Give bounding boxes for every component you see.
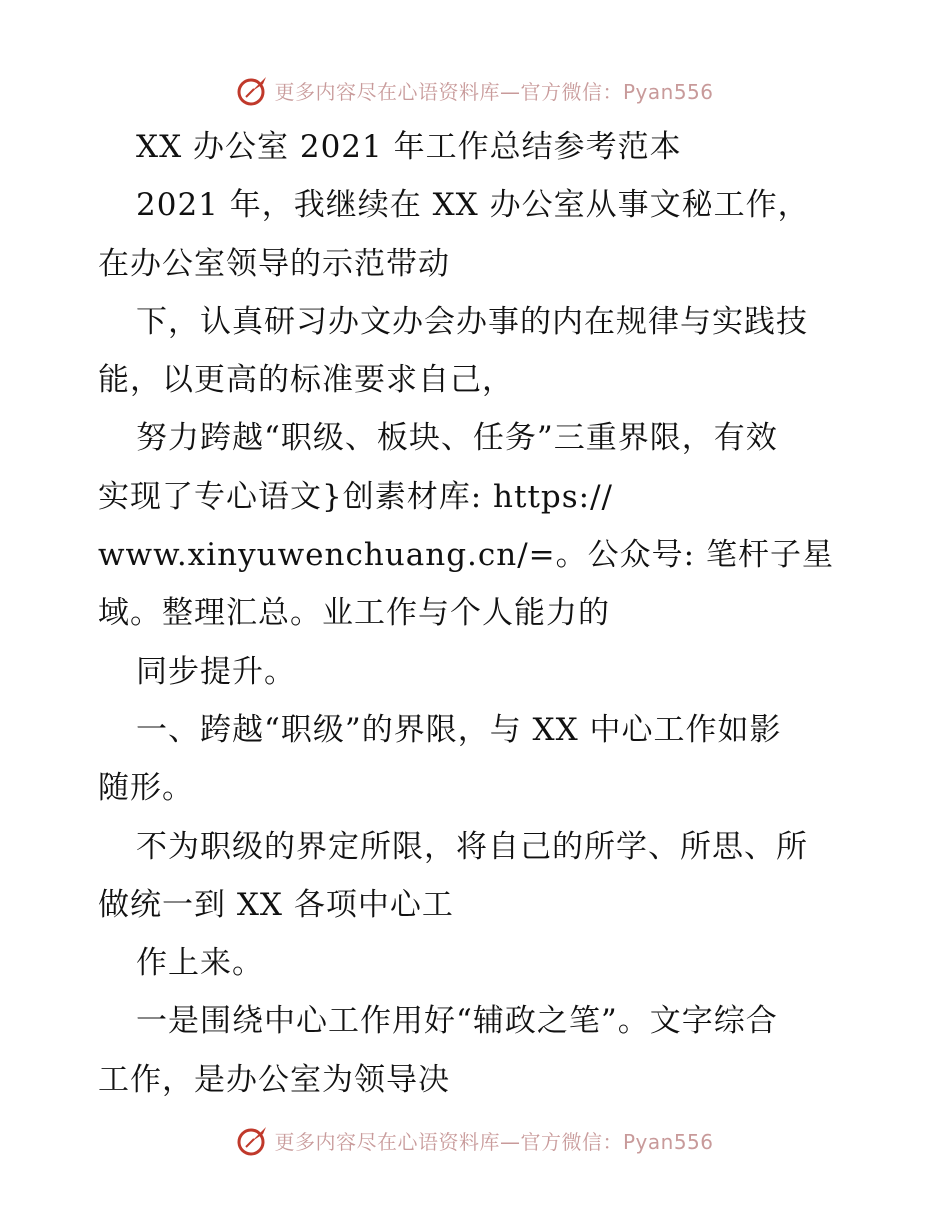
header-banner-account: Pyan556 — [622, 79, 714, 104]
text-line: 下，认真研习办文办会办事的内在规律与实践技 — [136, 303, 808, 340]
header-banner-main: 更多内容尽在心语资料库 — [274, 79, 500, 104]
text-line: www.xinyuwenchuang.cn/=。公众号: 笔杆子星 — [98, 537, 834, 574]
text-line: 随形。 — [98, 770, 194, 807]
text-line: 在办公室领导的示范带动 — [98, 245, 450, 282]
text-line: XX 办公室 2021 年工作总结参考范本 — [136, 129, 682, 165]
quill-logo-icon — [236, 73, 270, 107]
footer-banner — [0, 1118, 950, 1162]
document-body — [98, 118, 858, 1109]
header-banner-suffix: 官方微信： — [520, 79, 623, 104]
text-line: 作上来。 — [136, 945, 264, 982]
text-line: 努力跨越“职级、板块、任务”三重界限，有效 — [136, 420, 778, 457]
quill-logo-icon — [236, 1123, 270, 1157]
footer-banner-main: 更多内容尽在心语资料库 — [274, 1129, 500, 1154]
text-line: 2021 年，我继续在 XX 办公室从事文秘工作， — [136, 187, 810, 224]
text-line: 一是围绕中心工作用好“辅政之笔”。文字综合 — [136, 1003, 778, 1040]
text-line: 工作，是办公室为领导决 — [98, 1061, 450, 1098]
header-banner-text — [274, 76, 713, 105]
footer-banner-suffix: 官方微信： — [520, 1129, 623, 1154]
text-line: 能，以更高的标准要求自己， — [98, 362, 514, 399]
footer-banner-text — [274, 1126, 713, 1155]
text-line: 域。整理汇总。业工作与个人能力的 — [98, 595, 610, 632]
header-banner — [0, 68, 950, 112]
text-line: 同步提升。 — [136, 653, 296, 690]
header-banner-separator: — — [499, 79, 521, 104]
footer-banner-separator: — — [499, 1129, 521, 1154]
text-line: 实现了专心语文}创素材库: https:// — [98, 478, 613, 515]
text-line: 做统一到 XX 各项中心工 — [98, 886, 454, 923]
text-line: 不为职级的界定所限，将自己的所学、所思、所 — [136, 828, 808, 865]
footer-banner-account: Pyan556 — [622, 1129, 714, 1154]
text-line: 一、跨越“职级”的界限，与 XX 中心工作如影 — [136, 711, 782, 748]
